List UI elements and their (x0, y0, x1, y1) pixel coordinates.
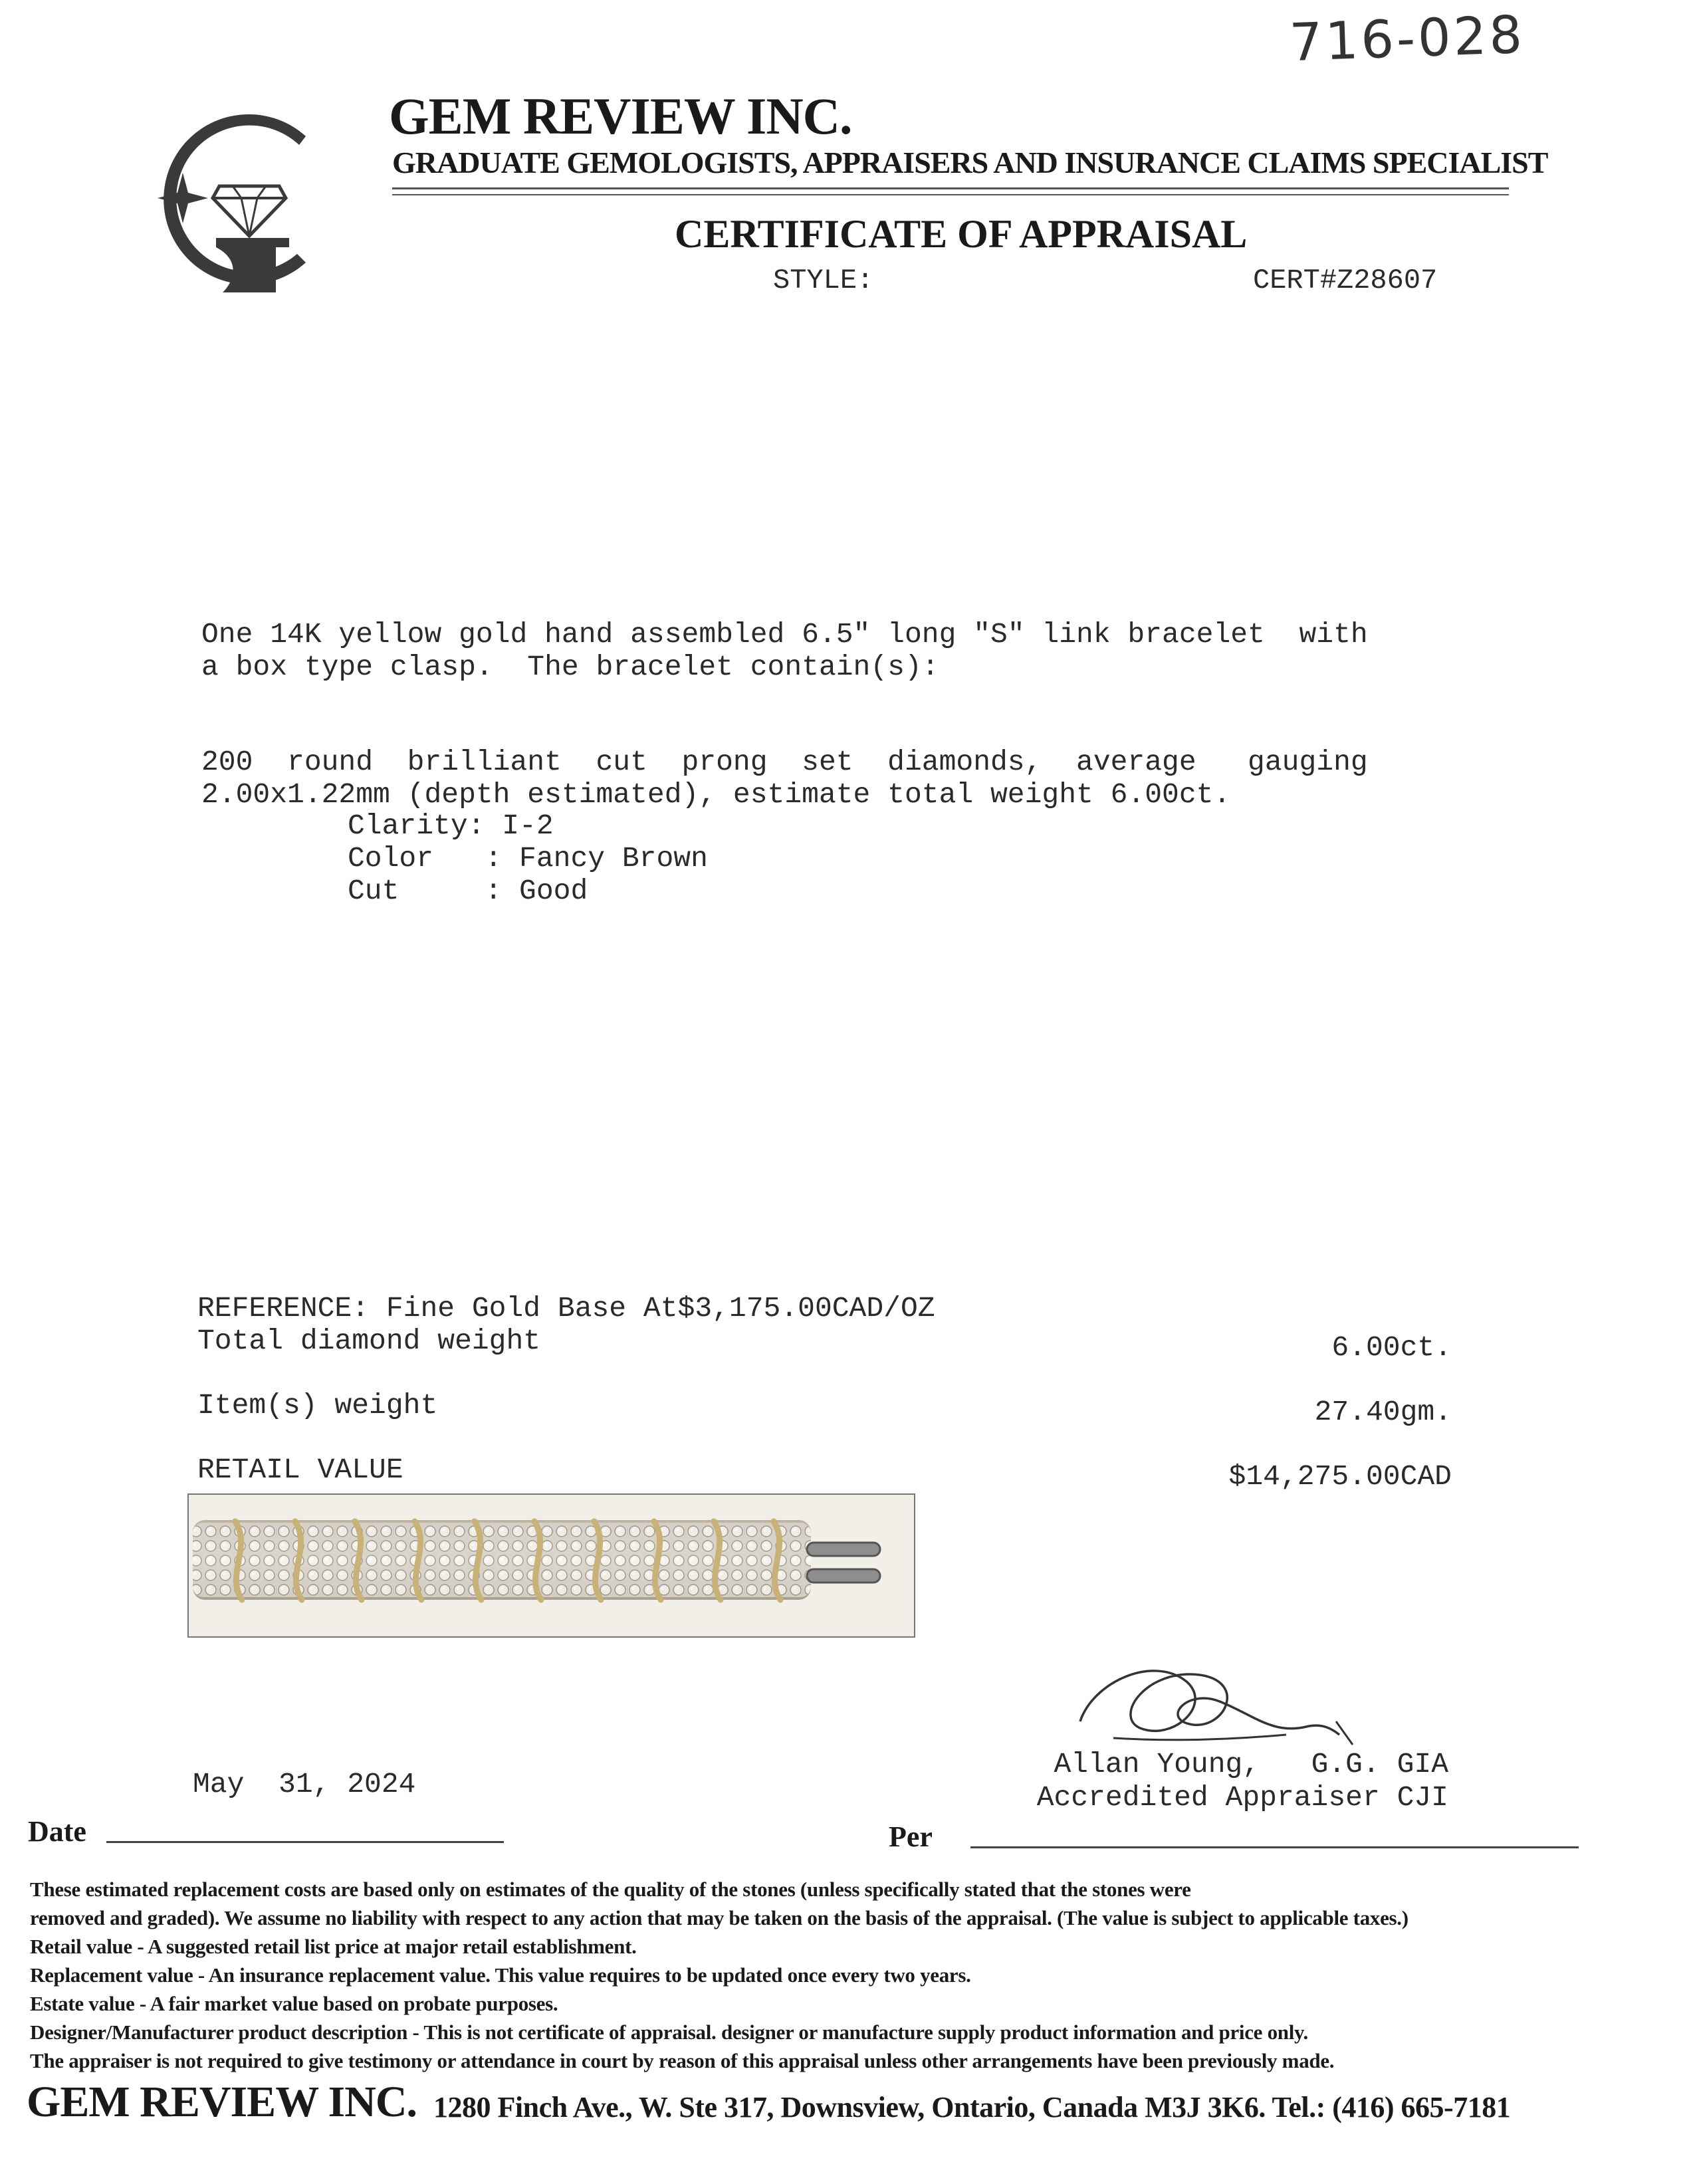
date-line (106, 1841, 504, 1843)
diamond-weight-value: 6.00ct. (1331, 1331, 1452, 1364)
item-line-2: a box type clasp. The bracelet contain(s): (201, 651, 939, 683)
clarity-grade: Clarity: I-2 (348, 810, 554, 842)
disclaimer-line-2: removed and graded). We assume no liability with respect to any action that may be taken on the basis of the appraisal. (The value is subject to applicable taxes.) (30, 1906, 1409, 1929)
footer-company: GEM REVIEW INC. (27, 2078, 417, 2126)
disclaimer-line-4: Replacement value - An insurance replacement value. This value requires to be updated once every two years. (30, 1963, 971, 1987)
per-line (970, 1846, 1579, 1848)
bracelet-illustration (189, 1495, 914, 1636)
stones-description (201, 746, 1368, 811)
appraiser-name: Allan Young, G.G. GIA (1054, 1748, 1448, 1781)
disclaimer-line-3: Retail value - A suggested retail list price at major retail establishment. (30, 1935, 637, 1958)
handwritten-reference: 716-028 (1288, 5, 1526, 74)
date-label: Date (28, 1815, 86, 1848)
disclaimer-line-7: The appraiser is not required to give testimony or attendance in court by reason of this appraisal unless other arrangements have been previously made. (30, 2049, 1335, 2072)
style-label: STYLE: (773, 265, 874, 296)
diamond-weight-label: Total diamond weight (197, 1325, 541, 1357)
color-grade: Color : Fancy Brown (348, 842, 708, 875)
item-weight-value: 27.40gm. (1314, 1396, 1452, 1428)
retail-value-amount: $14,275.00CAD (1228, 1460, 1452, 1493)
stones-line-1: 200 round brilliant cut prong set diamonds, average gauging (201, 746, 1368, 778)
item-line-1: One 14K yellow gold hand assembled 6.5" long "S" link bracelet with (201, 618, 1368, 651)
disclaimer-line-6: Designer/Manufacturer product description - This is not certificate of appraisal. designer or manufacture supply product information and price only. (30, 2020, 1308, 2044)
appraiser-signature (1073, 1642, 1379, 1761)
cut-grade: Cut : Good (348, 875, 588, 907)
certificate-number: CERT#Z28607 (1253, 265, 1438, 296)
per-label: Per (889, 1820, 933, 1853)
footer-address: 1280 Finch Ave., W. Ste 317, Downsview, Ontario, Canada M3J 3K6. Tel.: (416) 665-7181 (433, 2091, 1511, 2124)
gem-review-logo-icon (136, 100, 336, 299)
item-description (201, 618, 1368, 683)
bracelet-photo (187, 1493, 915, 1638)
appraiser-title: Accredited Appraiser CJI (1036, 1781, 1448, 1814)
document-title: CERTIFICATE OF APPRAISAL (675, 212, 1248, 256)
appraisal-date: May 31, 2024 (193, 1768, 416, 1801)
stones-line-2: 2.00x1.22mm (depth estimated), estimate total weight 6.00ct. (201, 778, 1231, 811)
item-weight-label: Item(s) weight (197, 1389, 438, 1422)
disclaimer-line-1: These estimated replacement costs are based only on estimates of the quality of the stones (unless specifically stated that the stones were (30, 1878, 1191, 1901)
retail-value-label: RETAIL VALUE (197, 1454, 403, 1486)
header-divider (392, 187, 1509, 189)
gold-reference: REFERENCE: Fine Gold Base At$3,175.00CAD/OZ (197, 1292, 935, 1325)
header-divider-thin (392, 194, 1509, 195)
company-name: GEM REVIEW INC. (389, 87, 852, 145)
disclaimer-line-5: Estate value - A fair market value based on probate purposes. (30, 1992, 558, 2015)
company-subtitle: GRADUATE GEMOLOGISTS, APPRAISERS AND INSURANCE CLAIMS SPECIALIST (392, 146, 1548, 179)
